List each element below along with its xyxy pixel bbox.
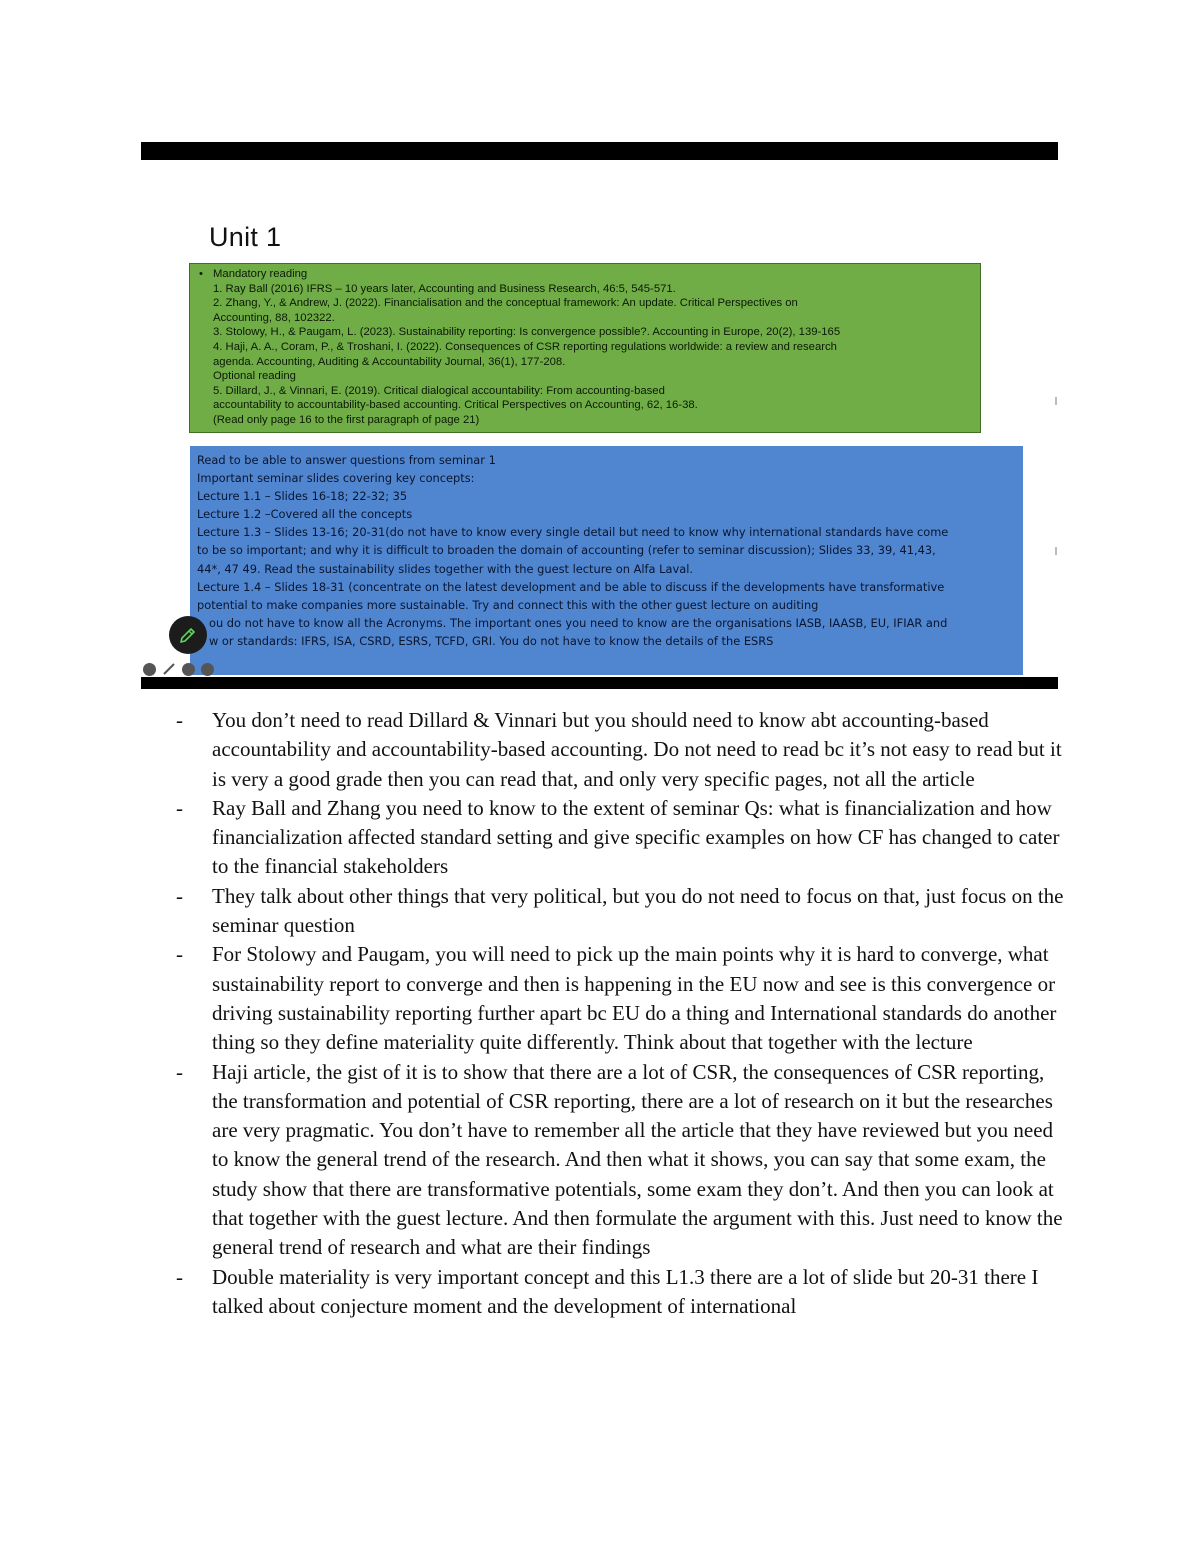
guidance-line: 44*, 47 49. Read the sustainability slides together with the guest lecture on Alfa Laval.	[197, 561, 693, 576]
guidance-line: Important seminar slides covering key concepts:	[197, 471, 475, 486]
slide-title: Unit 1	[209, 222, 282, 252]
previous-slide-icon[interactable]	[143, 663, 156, 676]
reading-item: 5. Dillard, J., & Vinnari, E. (2019). Critical dialogical accountability: From accounting-based	[213, 384, 665, 397]
list-item: - Ray Ball and Zhang you need to know to the extent of seminar Qs: what is financialization and how financialization affected standard setting and give specific examples on how CF has changed to cater to the financial stakeholders	[176, 795, 1060, 879]
reading-item: (Read only page 16 to the first paragraph of page 21)	[213, 413, 480, 426]
reading-item: agenda. Accounting, Auditing & Accountability Journal, 36(1), 177-208.	[213, 355, 566, 368]
guidance-line: Lecture 1.3 – Slides 13-16; 20-31(do not have to know every single detail but need to know why international standards have come	[197, 525, 949, 540]
scroll-marks	[1054, 292, 1058, 652]
reading-item: 4. Haji, A. A., Coram, P., & Troshani, I. (2022). Consequences of CSR reporting regulations worldwide: a review and research	[213, 340, 837, 353]
guidance-line: Lecture 1.1 – Slides 16-18; 22-32; 35	[197, 489, 408, 504]
more-options-icon[interactable]	[182, 663, 195, 676]
guidance-line: potential to make companies more sustainable. Try and connect this with the other guest lecture on auditing	[197, 597, 819, 612]
seminar-guidance-box	[190, 446, 1023, 675]
reading-item: 3. Stolowy, H., & Paugam, L. (2023). Sustainability reporting: Is convergence possible?. Accounting in Europe, 20(2), 139-165	[213, 326, 841, 339]
next-slide-icon[interactable]	[201, 663, 214, 676]
slide-bottom-bar	[141, 677, 1058, 689]
reading-item: 2. Zhang, Y., & Andrew, J. (2022). Financialisation and the conceptual framework: An update. Critical Perspectives on	[213, 297, 798, 310]
list-item: - Double materiality is very important concept and this L1.3 there are a lot of slide but 20-31 there I talked about conjecture moment and the development of international	[176, 1264, 1039, 1318]
reading-list-box	[189, 263, 981, 433]
lecture-notes-list	[172, 706, 1072, 1321]
optional-reading-heading: Optional reading	[213, 370, 296, 383]
reading-item: 1. Ray Ball (2016) IFRS – 10 years later, Accounting and Business Research, 46:5, 545-571.	[213, 282, 676, 295]
list-item: - You don’t need to read Dillard & Vinnari but you should need to know abt accounting-based accountability and accountability-based accounting. Do not need to read bc it’s not easy to read but it is very a good grade then you can read that, and only very specific pages, not all the article	[176, 708, 1062, 791]
guidance-line: Lecture 1.2 –Covered all the concepts	[197, 507, 413, 522]
list-item: - Haji article, the gist of it is to show that there are a lot of CSR, the consequences of CSR reporting, the transformation and potential of CSR reporting, there are a lot of research on it but the researches are very pragmatic. You don’t have to remember all the article that they have reviewed but you need to know the general trend of the research. And then what it shows, you can say that some exam, the study show that there are transformative potentials, some exam they don’t. And then you can look at that together with the guest lecture. And then formulate the argument with this. Just need to know the general trend of research and what are their findings	[176, 1059, 1063, 1260]
presentation-toolbar	[143, 662, 214, 676]
list-item: - They talk about other things that very political, but you do not need to focus on that, just focus on the seminar question	[176, 883, 1064, 938]
list-item: - For Stolowy and Paugam, you will need to pick up the main points why it is hard to converge, what sustainability report to converge and then is happening in the EU now and see is this convergence or driving sustainability reporting further apart bc EU do a thing and International standards do another thing so they define materiality quite differently. Think about that together with the lecture	[176, 942, 1057, 1055]
guidance-line: w or standards: IFRS, ISA, CSRD, ESRS, TCFD, GRI. You do not have to know the details of the ESRS	[209, 633, 774, 648]
slide-top-bar	[141, 142, 1058, 160]
guidance-line: to be so important; and why it is difficult to broaden the domain of accounting (refer to seminar discussion); Slides 33, 39, 41,43,	[197, 543, 936, 558]
pencil-icon[interactable]	[162, 662, 176, 676]
guidance-line: Lecture 1.4 – Slides 18-31 (concentrate on the latest development and be able to discuss if the developments have transformative	[197, 579, 945, 594]
annotate-pen-button[interactable]	[169, 616, 207, 654]
lecture-slide-screenshot	[141, 142, 1058, 689]
reading-item: accountability to accountability-based accounting. Critical Perspectives on Accounting, 62, 16-38.	[213, 399, 698, 412]
guidance-line: Read to be able to answer questions from seminar 1	[197, 453, 496, 467]
pen-icon	[178, 625, 198, 645]
reading-heading: • Mandatory reading	[199, 268, 308, 280]
guidance-line: ou do not have to know all the Acronyms. The important ones you need to know are the organisations IASB, IAASB, EU, IFIAR and	[209, 615, 948, 630]
reading-item: Accounting, 88, 102322.	[213, 311, 335, 324]
